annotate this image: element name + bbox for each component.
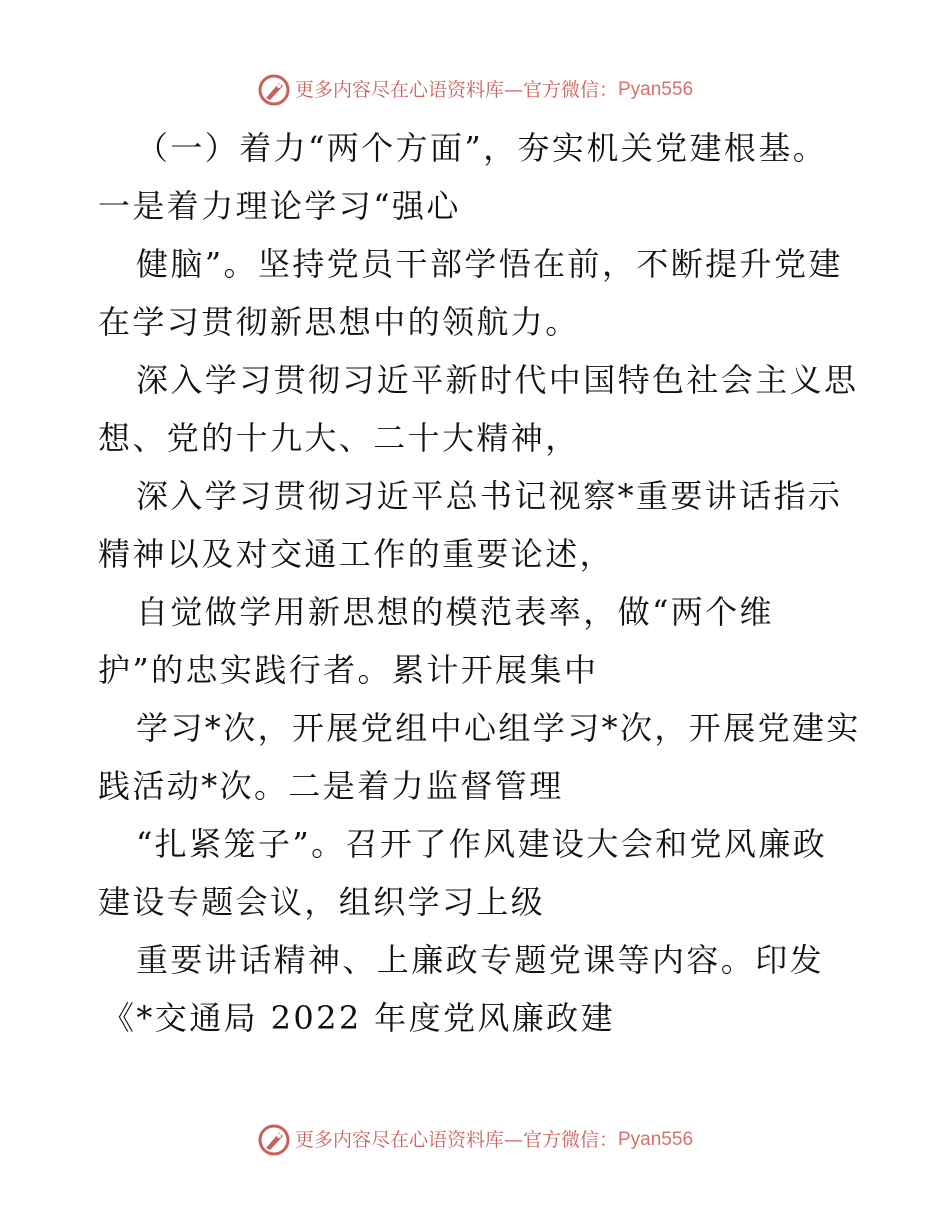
- document-body: [98, 119, 861, 1047]
- pen-nib-logo-icon: [257, 1123, 291, 1157]
- text-line: “扎紧笼子”。召开了作风建设大会和党风廉政: [136, 825, 828, 863]
- text-line: 自觉做学用新思想的模范表率，做“两个维: [136, 593, 774, 631]
- text-line: 践活动*次。二是着力监督管理: [98, 767, 564, 805]
- watermark-separator: —: [503, 1129, 523, 1151]
- watermark-separator: —: [503, 79, 523, 101]
- watermark-site-text: 更多内容尽在心语资料库: [294, 1129, 504, 1151]
- text-line: 深入学习贯彻习近平总书记视察*重要讲话指示: [136, 477, 843, 515]
- text-line: 《*交通局 2022 年度党风廉政建: [102, 999, 615, 1037]
- text-line: （一）着力“两个方面”，夯实机关党建根基。: [136, 129, 828, 167]
- watermark-wechat-id: Pyan556: [618, 79, 694, 100]
- text-line: 健脑”。坚持党员干部学悟在前，不断提升党建: [136, 245, 843, 283]
- text-line: 重要讲话精神、上廉政专题党课等内容。印发: [136, 941, 825, 979]
- text-line: 护”的忠实践行者。累计开展集中: [98, 651, 599, 689]
- text-line: 深入学习贯彻习近平新时代中国特色社会主义思: [136, 361, 859, 399]
- text-line: 精神以及对交通工作的重要论述，: [98, 535, 615, 573]
- footer-watermark: [0, 1120, 950, 1160]
- watermark-site-text: 更多内容尽在心语资料库: [294, 79, 504, 101]
- pen-nib-logo-icon: [257, 73, 291, 107]
- text-line: 建设专题会议，组织学习上级: [98, 883, 546, 921]
- text-line: 在学习贯彻新思想中的领航力。: [98, 303, 580, 341]
- text-line: 一是着力理论学习“强心: [98, 187, 461, 225]
- watermark-wechat-label: 官方微信：: [522, 79, 618, 101]
- watermark-wechat-label: 官方微信：: [522, 1129, 618, 1151]
- text-line: 学习*次，开展党组中心组学习*次，开展党建实: [136, 709, 861, 747]
- text-line: 想、党的十九大、二十大精神，: [98, 419, 580, 457]
- header-watermark: [0, 70, 950, 110]
- watermark-wechat-id: Pyan556: [618, 1129, 694, 1150]
